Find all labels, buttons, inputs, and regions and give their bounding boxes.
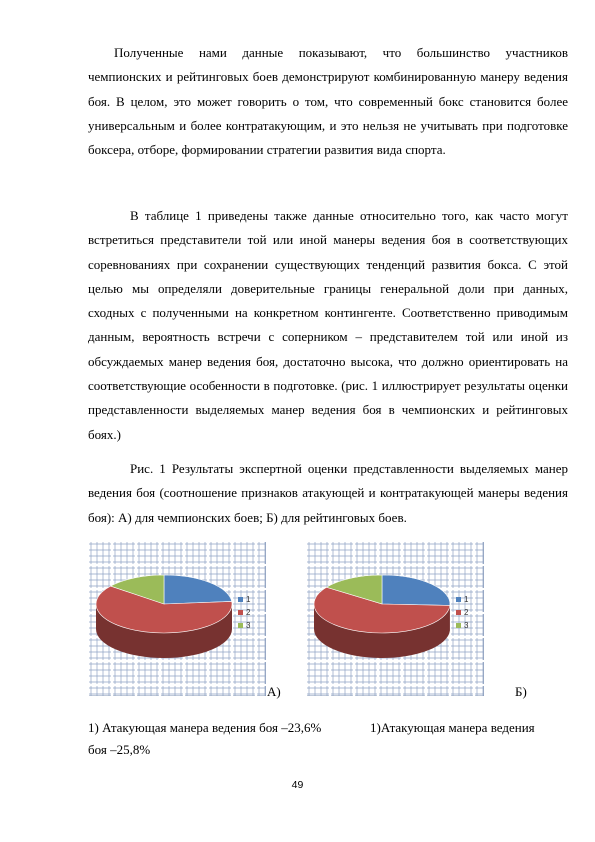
legend-label-2: 2: [464, 608, 469, 617]
legend-label-1: 1: [464, 595, 469, 604]
legend-label-3: 3: [246, 621, 251, 630]
legend-swatch-2: [238, 610, 243, 615]
chart-label-a: А): [267, 684, 281, 699]
legend-swatch-2: [456, 610, 461, 615]
legend-label-3: 3: [464, 621, 469, 630]
legend-swatch-1: [238, 597, 243, 602]
attacking-style-share-a: 1) Атакующая манера ведения боя –23,6%: [88, 720, 322, 735]
legend-swatch-1: [456, 597, 461, 602]
paragraph-conclusion: Полученные нами данные показывают, что большинство участников чемпионских и рейтинговых боев демонстрируют комбинированную манеру ведения боя. В целом, это может говорить о том, что современный бокс становится более универсальным и более контратакующим, и это нельзя не учитывать при подготовке боксера, отборе, формировании стратегии развития вида спорта.: [88, 45, 568, 158]
legend-label-2: 2: [246, 608, 251, 617]
page-number: 49: [291, 779, 304, 791]
figure-caption: Рис. 1 Результаты экспертной оценки представленности выделяемых манер ведения боя (соотношение признаков атакующей и контратакующей манеры ведения боя): А) для чемпионских боев; Б) для рейтинговых боев.: [88, 461, 568, 525]
chart-label-b: Б): [515, 684, 527, 699]
legend-swatch-3: [456, 623, 461, 628]
pie-chart-championship: [88, 541, 266, 696]
attacking-style-share-b: боя –25,8%: [88, 742, 151, 757]
paragraph-table-description: В таблице 1 приведены также данные относительно того, как часто могут встретиться представители той или иной манеры ведения боя в соответствующих соревнованиях при сохранении существующих тенденций развития бокса. С этой целью мы определяли доверительные границы генеральной доли при данных, сходных с полученными на конкретном контингенте. Соответственно приводимым данным, вероятность встречи с соперником – представителем той или иной из обсуждаемых манер ведения боя, достаточно высока, что должно ориентировать на соответствующие особенности в подготовке. (рис. 1 иллюстрирует результаты оценки представленности выделяемых манер ведения боя в чемпионских и рейтинговых боях.): [88, 208, 568, 442]
legend-swatch-3: [238, 623, 243, 628]
legend-label-1: 1: [246, 595, 251, 604]
attacking-style-label-b: 1)Атакующая манера ведения: [370, 720, 535, 735]
pie-chart-rating: [306, 541, 484, 696]
